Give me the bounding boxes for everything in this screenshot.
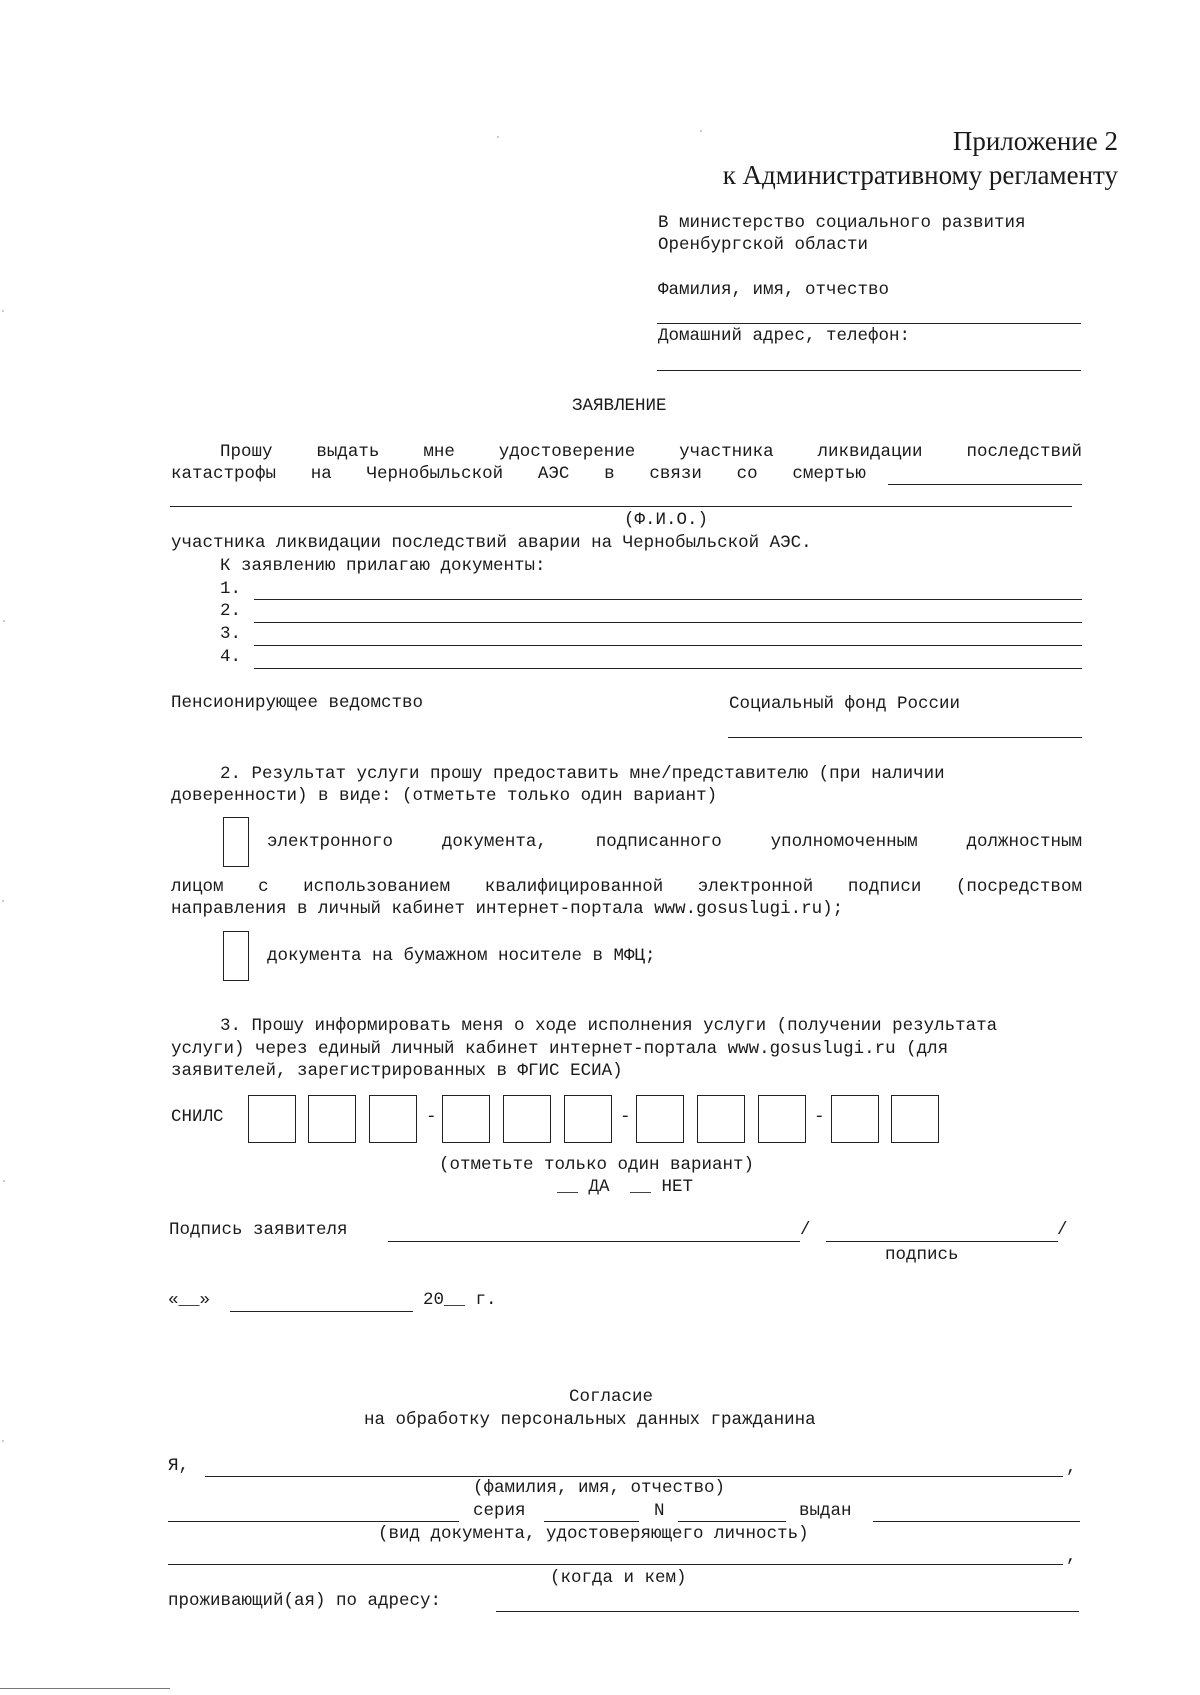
docs-label: К заявлению прилагаю документы:: [220, 556, 546, 576]
consent-comma: ,: [1066, 1547, 1077, 1567]
word: электронного: [267, 832, 394, 852]
signature-label: Подпись заявителя: [169, 1220, 348, 1240]
deceased-field-short[interactable]: [888, 484, 1082, 485]
word: в: [604, 464, 615, 484]
word: мне: [423, 442, 455, 462]
signature-name-field[interactable]: [826, 1241, 1058, 1242]
inform-line1: 3. Прошу информировать меня о ходе исполнения услуги (получении результата: [220, 1016, 998, 1036]
word: квалифицированной: [484, 877, 664, 897]
consent-series-label: серия: [473, 1501, 526, 1521]
scan-speck: [2, 310, 4, 312]
pension-label: Пенсионирующее ведомство: [171, 693, 424, 713]
scan-speck: [700, 130, 702, 132]
scan-speck: [2, 1440, 4, 1442]
inform-line3: заявителей, зарегистрированных в ФГИС ЕСИА): [171, 1061, 623, 1081]
word: Прошу: [220, 442, 273, 462]
word: уполномоченным: [770, 832, 918, 852]
date-day[interactable]: «__»: [168, 1290, 211, 1310]
consent-when-field[interactable]: [168, 1564, 1063, 1565]
consent-residing-label: проживающий(ая) по адресу:: [168, 1591, 442, 1611]
consent-title: Согласие: [569, 1387, 654, 1407]
snils-digit-box[interactable]: [891, 1095, 939, 1143]
word: участника: [679, 442, 774, 462]
addressee-line2: Оренбургской области: [658, 235, 869, 255]
word: на: [310, 464, 332, 484]
doc-number: 4.: [220, 647, 242, 667]
snils-digit-box[interactable]: [758, 1095, 806, 1143]
fio-caption: (Ф.И.О.): [624, 510, 709, 530]
doc-number: 1.: [220, 579, 242, 599]
fio-label: Фамилия, имя, отчество: [658, 280, 890, 300]
snils-digit-box[interactable]: [636, 1095, 684, 1143]
word: Чернобыльской: [366, 464, 504, 484]
consent-comma: ,: [1066, 1458, 1077, 1478]
consent-issued-label: выдан: [799, 1501, 852, 1521]
word: электронной: [697, 877, 814, 897]
word: смертью: [792, 464, 866, 484]
doc-field-4[interactable]: [254, 668, 1082, 669]
result-option1-line1: [267, 832, 1082, 852]
electronic-option-checkbox[interactable]: [223, 817, 249, 867]
snils-digit-box[interactable]: [308, 1095, 356, 1143]
result-option2: документа на бумажном носителе в МФЦ;: [267, 946, 656, 966]
consent-number-label: N: [654, 1501, 665, 1521]
scan-speck: [3, 620, 5, 622]
doc-field-3[interactable]: [254, 645, 1082, 646]
doc-number: 3.: [220, 624, 242, 644]
snils-digit-box[interactable]: [564, 1095, 612, 1143]
snils-separator: -: [814, 1107, 825, 1127]
word: использованием: [303, 877, 451, 897]
word: АЭС: [537, 464, 570, 484]
consent-fio-caption: (фамилия, имя, отчество): [473, 1478, 726, 1498]
snils-separator: -: [426, 1107, 437, 1127]
date-year[interactable]: 20__ г.: [423, 1290, 497, 1310]
snils-digit-box[interactable]: [831, 1095, 879, 1143]
pension-value: Социальный фонд России: [729, 694, 961, 714]
inform-line2: услуги) через единый личный кабинет интернет-портала www.gosuslugi.ru (для: [171, 1039, 949, 1059]
signature-caption: подпись: [885, 1245, 959, 1265]
request-line3: участника ликвидации последствий аварии на Чернобыльской АЭС.: [171, 533, 812, 553]
snils-digit-box[interactable]: [697, 1095, 745, 1143]
scan-speck: [2, 900, 4, 902]
snils-digit-box[interactable]: [442, 1095, 490, 1143]
request-line1: [220, 442, 1082, 462]
signature-field[interactable]: [388, 1241, 800, 1242]
deceased-field[interactable]: [170, 506, 1072, 507]
word: со: [736, 464, 758, 484]
word: катастрофы: [171, 464, 277, 484]
choice-caption: (отметьте только один вариант): [439, 1155, 755, 1175]
doc-field-1[interactable]: [254, 599, 1082, 600]
consent-when-caption: (когда и кем): [550, 1568, 687, 1588]
word: ликвидации: [817, 442, 923, 462]
word: подписанного: [595, 832, 722, 852]
result-line1: 2. Результат услуги прошу предоставить мне/представителю (при наличии: [220, 764, 945, 784]
consent-doc-type-field[interactable]: [168, 1521, 459, 1522]
no-option[interactable]: __ НЕТ: [630, 1177, 694, 1197]
consent-doc-caption: (вид документа, удостоверяющего личность): [378, 1524, 809, 1544]
result-line2: доверенности) в виде: (отметьте только один вариант): [171, 786, 718, 806]
consent-series-field[interactable]: [544, 1521, 639, 1522]
regulation-title: к Административному регламенту: [722, 160, 1118, 190]
word: выдать: [316, 442, 380, 462]
result-option1-line2: [171, 877, 1082, 897]
consent-subtitle: на обработку персональных данных гражданина: [364, 1410, 816, 1430]
word: с: [258, 877, 269, 897]
request-line2: [171, 464, 866, 484]
signature-slash: /: [1057, 1220, 1068, 1240]
consent-address-field[interactable]: [496, 1611, 1079, 1612]
snils-digit-box[interactable]: [369, 1095, 417, 1143]
word: подписи: [847, 877, 922, 897]
doc-number: 2.: [220, 601, 242, 621]
fio-field[interactable]: [657, 323, 1081, 324]
consent-number-field[interactable]: [678, 1521, 786, 1522]
word: связи: [649, 464, 702, 484]
address-label: Домашний адрес, телефон:: [658, 326, 911, 346]
signature-slash: /: [800, 1220, 811, 1240]
yes-option[interactable]: __ ДА: [557, 1177, 610, 1197]
result-option1-line3: направления в личный кабинет интернет-портала www.gosuslugi.ru);: [171, 899, 844, 919]
paper-option-checkbox[interactable]: [223, 931, 249, 981]
snils-label: СНИЛС: [171, 1107, 224, 1127]
scan-speck: [3, 1180, 5, 1182]
scan-speck: [497, 136, 499, 138]
appendix-title: Приложение 2: [952, 126, 1118, 156]
snils-digit-box[interactable]: [248, 1095, 296, 1143]
date-month-field[interactable]: [230, 1311, 413, 1312]
statement-title: ЗАЯВЛЕНИЕ: [572, 396, 667, 416]
word: документа,: [441, 832, 547, 852]
word: последствий: [966, 442, 1082, 462]
consent-fio-field[interactable]: [205, 1476, 1063, 1477]
word: удостоверение: [498, 442, 636, 462]
word: лицом: [171, 877, 224, 897]
consent-i-label: Я,: [168, 1456, 190, 1476]
snils-separator: -: [620, 1107, 631, 1127]
word: должностным: [966, 832, 1082, 852]
word: (посредством: [955, 877, 1082, 897]
consent-issued-field[interactable]: [873, 1521, 1080, 1522]
doc-field-2[interactable]: [254, 622, 1082, 623]
bottom-edge-line: [0, 1688, 170, 1689]
snils-digit-box[interactable]: [503, 1095, 551, 1143]
pension-field[interactable]: [728, 737, 1082, 738]
addressee-line1: В министерство социального развития: [658, 213, 1026, 233]
address-field[interactable]: [657, 370, 1081, 371]
